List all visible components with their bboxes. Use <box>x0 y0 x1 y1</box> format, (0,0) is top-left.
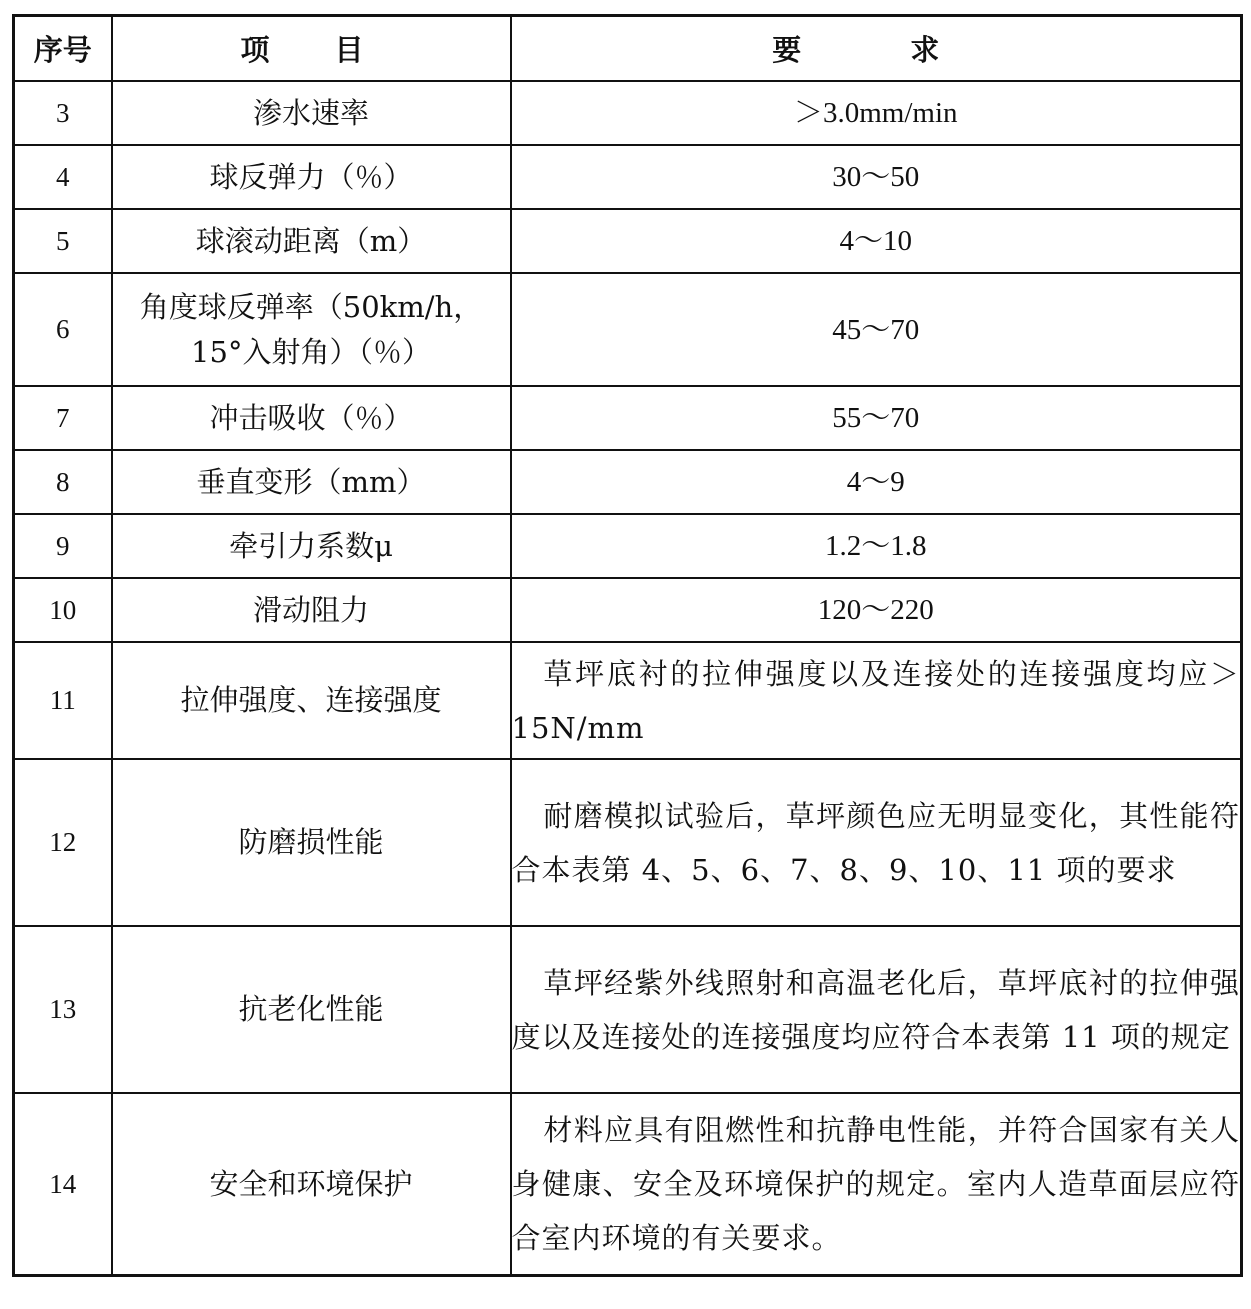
header-no: 序号 <box>14 16 112 82</box>
requirement-text: 草坪经紫外线照射和高温老化后，草坪底衬的拉伸强度以及连接处的连接强度均应符合本表第 11 项的规定 <box>511 965 1240 1054</box>
table-row <box>14 450 1242 514</box>
row-requirement: ＞3.0mm/min <box>511 81 1242 145</box>
table-row <box>14 1093 1242 1276</box>
row-item: 牵引力系数μ <box>112 514 511 578</box>
row-requirement: 55～70 <box>511 386 1242 450</box>
row-requirement <box>511 1093 1242 1276</box>
row-no: 12 <box>14 759 112 926</box>
row-no: 10 <box>14 578 112 642</box>
row-requirement: 4～10 <box>511 209 1242 273</box>
row-no: 4 <box>14 145 112 209</box>
row-item: 渗水速率 <box>112 81 511 145</box>
row-no: 11 <box>14 642 112 759</box>
table-row <box>14 145 1242 209</box>
row-requirement: 30～50 <box>511 145 1242 209</box>
row-item: 球滚动距离（m） <box>112 209 511 273</box>
row-requirement: 1.2～1.8 <box>511 514 1242 578</box>
row-no: 13 <box>14 926 112 1093</box>
table-row <box>14 642 1242 759</box>
row-requirement: 45～70 <box>511 273 1242 386</box>
row-item: 冲击吸收（％） <box>112 386 511 450</box>
row-item: 角度球反弹率（50km/h，15°入射角）（％） <box>112 273 511 386</box>
row-no: 3 <box>14 81 112 145</box>
requirement-text: 草坪底衬的拉伸强度以及连接处的连接强度均应＞15N/mm <box>511 656 1240 745</box>
header-item: 项 目 <box>112 16 511 82</box>
row-requirement <box>511 759 1242 926</box>
row-item: 抗老化性能 <box>112 926 511 1093</box>
table-row <box>14 514 1242 578</box>
row-requirement: 120～220 <box>511 578 1242 642</box>
row-item: 滑动阻力 <box>112 578 511 642</box>
row-item: 防磨损性能 <box>112 759 511 926</box>
row-no: 14 <box>14 1093 112 1276</box>
row-no: 7 <box>14 386 112 450</box>
table-row <box>14 578 1242 642</box>
row-no: 9 <box>14 514 112 578</box>
row-no: 6 <box>14 273 112 386</box>
row-item: 垂直变形（mm） <box>112 450 511 514</box>
row-requirement: 4～9 <box>511 450 1242 514</box>
row-item: 安全和环境保护 <box>112 1093 511 1276</box>
requirement-text: 耐磨模拟试验后，草坪颜色应无明显变化，其性能符合本表第 4、5、6、7、8、9、10、11 项的要求 <box>511 798 1240 887</box>
row-item: 球反弹力（％） <box>112 145 511 209</box>
table-row <box>14 273 1242 386</box>
table-row <box>14 386 1242 450</box>
row-requirement <box>511 926 1242 1093</box>
table-row <box>14 759 1242 926</box>
table-row <box>14 81 1242 145</box>
row-requirement <box>511 642 1242 759</box>
row-no: 5 <box>14 209 112 273</box>
row-item: 拉伸强度、连接强度 <box>112 642 511 759</box>
row-no: 8 <box>14 450 112 514</box>
header-requirement: 要 求 <box>511 16 1242 82</box>
header-row <box>14 16 1242 82</box>
table-row <box>14 926 1242 1093</box>
requirement-text: 材料应具有阻燃性和抗静电性能，并符合国家有关人身健康、安全及环境保护的规定。室内人造草面层应符合室内环境的有关要求。 <box>511 1113 1240 1255</box>
spec-table <box>12 14 1243 1277</box>
table-row <box>14 209 1242 273</box>
